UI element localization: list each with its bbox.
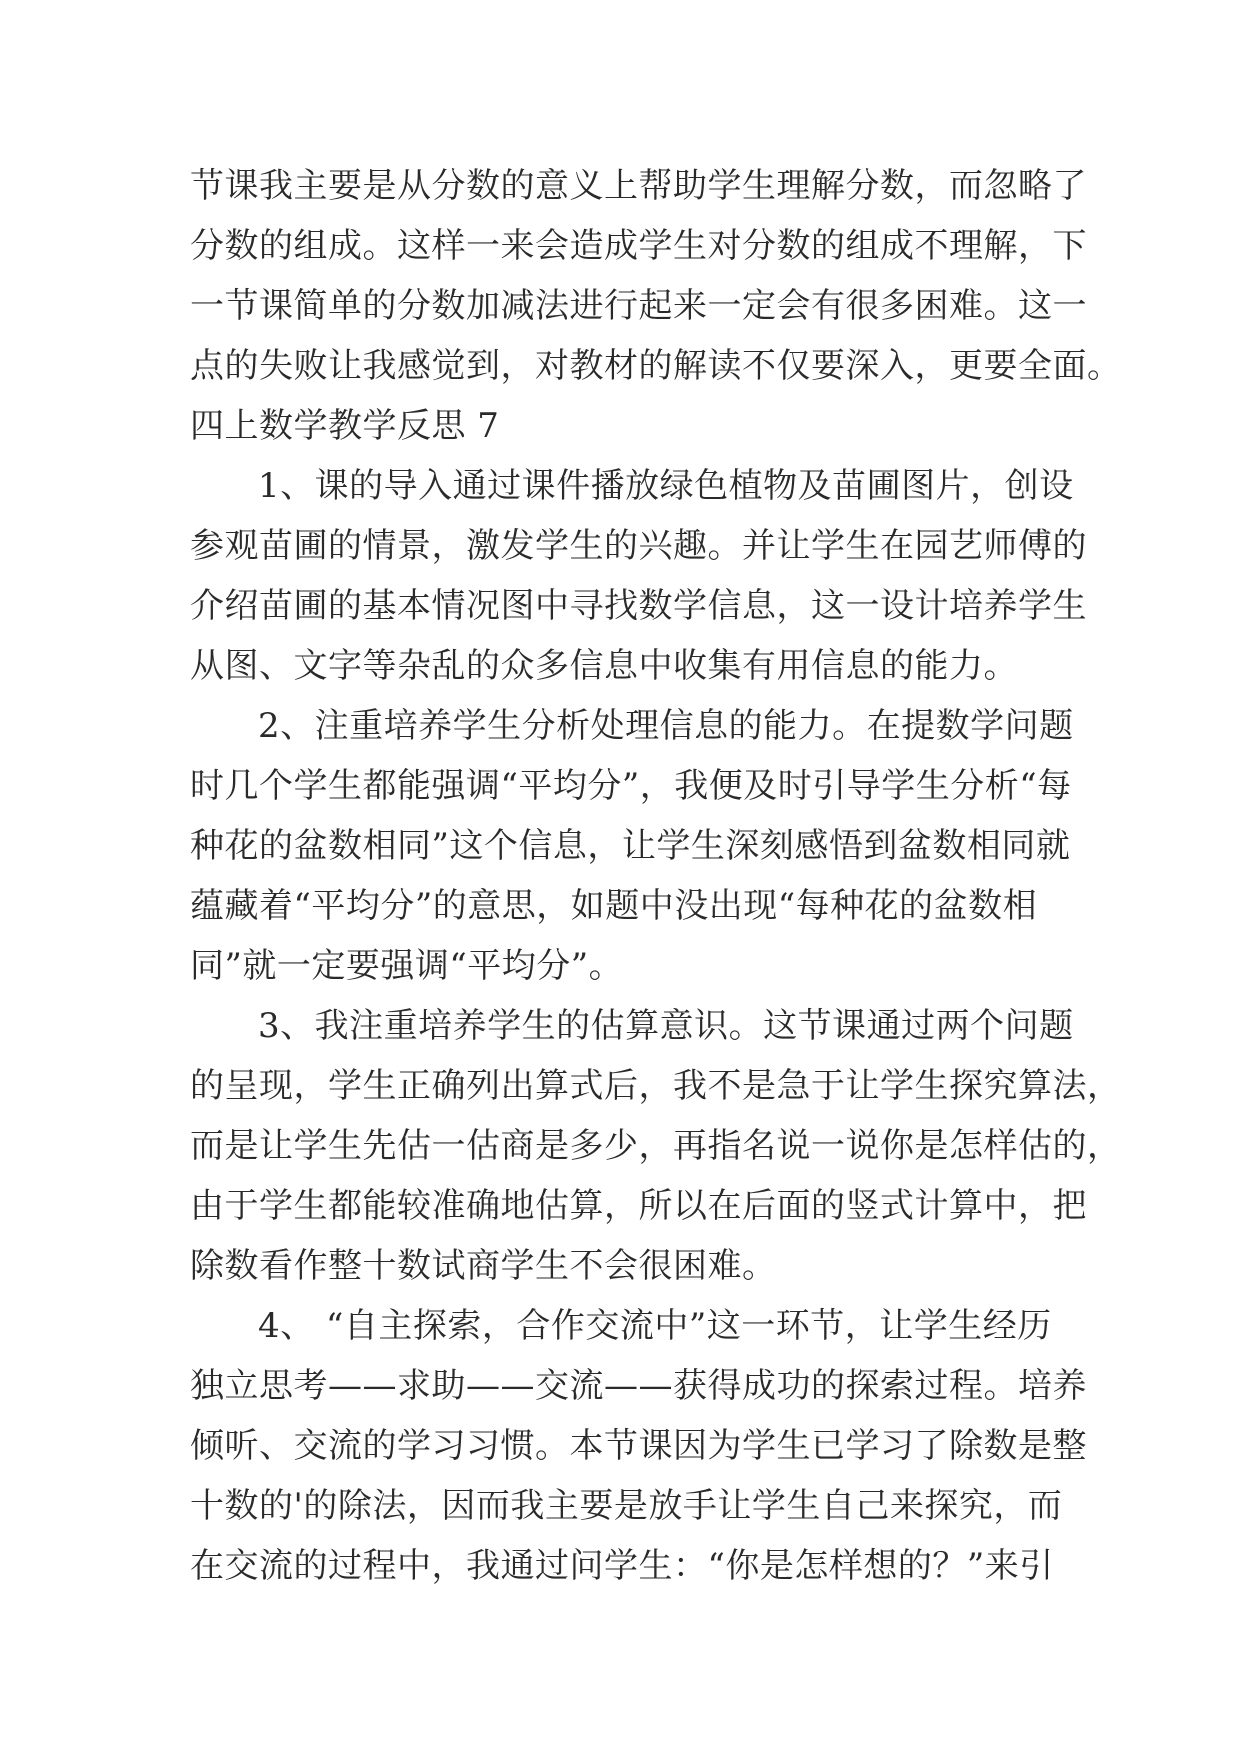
paragraph-start: 4、 “自主探索，合作交流中”这一环节，让学生经历	[258, 1306, 1052, 1346]
text-line: 蕴藏着“平均分”的意思，如题中没出现“每种花的盆数相	[190, 886, 1038, 926]
paragraph-start: 2、注重培养学生分析处理信息的能力。在提数学问题	[258, 706, 1074, 746]
text-line: 由于学生都能较准确地估算，所以在后面的竖式计算中，把	[190, 1186, 1087, 1226]
text-line: 独立思考——求助——交流——获得成功的探索过程。培养	[190, 1366, 1087, 1406]
paragraph-start: 1、课的导入通过课件播放绿色植物及苗圃图片，创设	[258, 466, 1074, 506]
text-line: 而是让学生先估一估商是多少，再指名说一说你是怎样估的，	[190, 1126, 1122, 1166]
section-heading: 四上数学教学反思 7	[190, 406, 500, 446]
body-text	[190, 156, 1122, 1596]
text-line: 十数的'的除法，因而我主要是放手让学生自己来探究，而	[190, 1486, 1063, 1526]
text-line: 从图、文字等杂乱的众多信息中收集有用信息的能力。	[190, 646, 1018, 686]
text-line: 介绍苗圃的基本情况图中寻找数学信息，这一设计培养学生	[190, 586, 1087, 626]
text-line: 点的失败让我感觉到，对教材的解读不仅要深入，更要全面。	[190, 346, 1122, 386]
text-line: 的呈现，学生正确列出算式后，我不是急于让学生探究算法，	[190, 1066, 1122, 1106]
text-line: 一节课简单的分数加减法进行起来一定会有很多困难。这一	[190, 286, 1087, 326]
text-line: 除数看作整十数试商学生不会很困难。	[190, 1246, 777, 1286]
text-line: 参观苗圃的情景，激发学生的兴趣。并让学生在园艺师傅的	[190, 526, 1087, 566]
text-line: 节课我主要是从分数的意义上帮助学生理解分数，而忽略了	[190, 166, 1087, 206]
text-line: 倾听、交流的学习习惯。本节课因为学生已学习了除数是整	[190, 1426, 1087, 1466]
text-line: 种花的盆数相同”这个信息，让学生深刻感悟到盆数相同就	[190, 826, 1071, 866]
paragraph-start: 3、我注重培养学生的估算意识。这节课通过两个问题	[258, 1006, 1074, 1046]
text-line: 分数的组成。这样一来会造成学生对分数的组成不理解，下	[190, 226, 1087, 266]
text-line: 在交流的过程中，我通过问学生：“你是怎样想的？”来引	[190, 1546, 1054, 1586]
text-line: 同”就一定要强调“平均分”。	[190, 946, 624, 986]
text-line: 时几个学生都能强调“平均分”，我便及时引导学生分析“每	[190, 766, 1072, 806]
